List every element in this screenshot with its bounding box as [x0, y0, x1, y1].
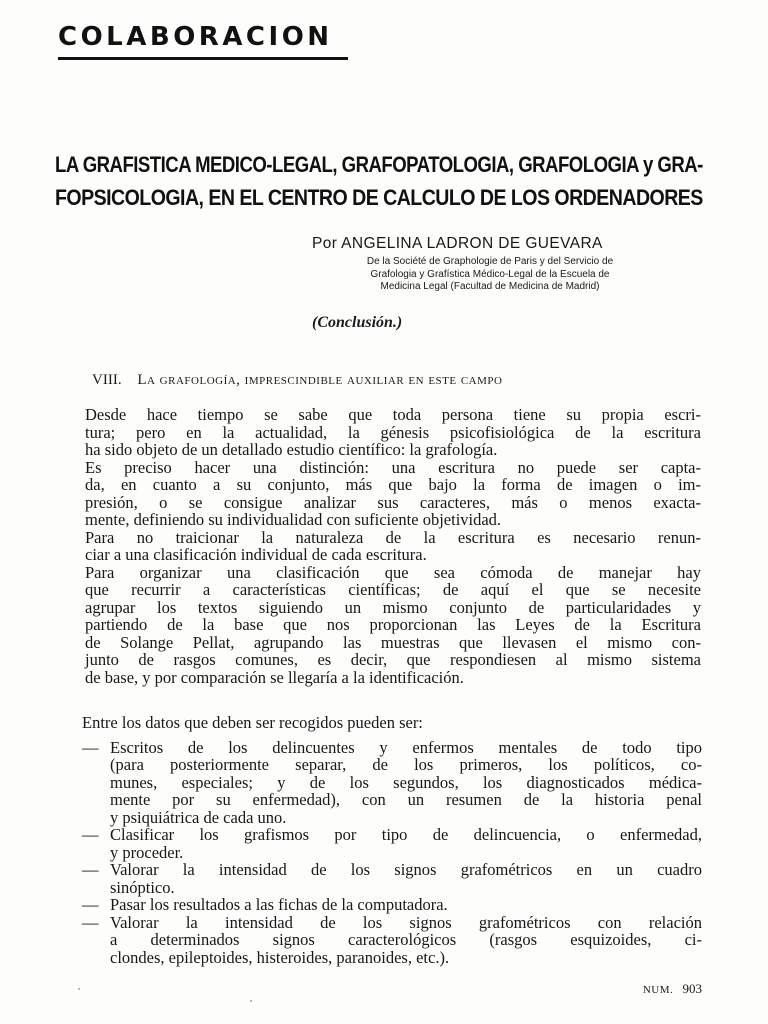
text-line: mente por su enfermedad), con un resumen de la historia penal: [110, 790, 702, 809]
dash-bullet: —: [82, 860, 99, 879]
list-item: [82, 914, 702, 967]
text-line: Escritos de los delincuentes y enfermos mentales de todo tipo: [110, 737, 702, 757]
conclusion-note: (Conclusión.): [312, 314, 403, 331]
section-heading: [92, 372, 502, 389]
text-line: Para no traicionar la naturaleza de la escritura es necesario renun-: [85, 527, 701, 547]
text-line: Clasificar los grafismos por tipo de delincuencia, o enfermedad,: [110, 825, 702, 844]
text-line: de Solange Pellat, agrupando las muestras que llevasen el mismo con-: [85, 632, 701, 652]
affiliation-line: Medicina Legal (Facultad de Medicina de Madrid): [380, 281, 600, 292]
page-footer: [643, 981, 702, 997]
text-line: Valorar la intensidad de los signos grafométricos en un cuadro: [110, 860, 702, 879]
list-intro: Entre los datos que deben ser recogidos pueden ser:: [82, 713, 423, 732]
list-item: [82, 896, 702, 914]
list-item: [82, 861, 702, 896]
text-line: ha sido objeto de un detallado estudio científico: la grafología.: [85, 440, 498, 459]
dash-bullet: —: [82, 825, 99, 844]
text-line: agrupar los textos siguiendo un mismo conjunto de particularidades y: [85, 597, 701, 617]
dash-bullet: —: [82, 895, 99, 914]
dash-bullet: —: [82, 737, 99, 757]
text-line: mente, definiendo su individualidad con suficiente objetividad.: [85, 510, 502, 529]
text-line: Pasar los resultados a las fichas de la computadora.: [110, 895, 448, 914]
text-line: ciar a una clasificación individual de cada escritura.: [85, 545, 427, 564]
section-title: La grafología, imprescindible auxiliar en este campo: [137, 372, 503, 388]
text-line: y psiquiátrica de cada uno.: [110, 807, 287, 827]
title-line: LA GRAFISTICA MEDICO-LEGAL, GRAFOPATOLOGIA, GRAFOLOGIA y GRA-: [55, 152, 703, 177]
list-item: [82, 739, 702, 827]
text-line: de base, y por comparación se llegaría a la identificación.: [85, 667, 464, 687]
author-byline: Por ANGELINA LADRON DE GUEVARA: [312, 235, 603, 252]
body-text: [73, 406, 701, 686]
text-line: Valorar la intensidad de los signos grafométricos con relación: [110, 912, 702, 932]
scan-speck: [250, 1000, 252, 1002]
text-line: y proceder.: [110, 842, 184, 862]
text-line: clondes, epileptoides, histeroides, paranoides, etc.).: [110, 947, 450, 967]
text-line: Desde hace tiempo se sabe que toda persona tiene su propia escri-: [85, 405, 701, 424]
text-line: Para organizar una clasificación que sea cómoda de manejar hay: [85, 562, 701, 582]
text-line: junto de rasgos comunes, es decir, que respondiesen al mismo sistema: [85, 650, 701, 669]
text-line: sinóptico.: [110, 877, 175, 897]
text-line: (para posteriormente separar, de los primeros, los políticos, co-: [110, 755, 702, 774]
page-number: 903: [682, 981, 702, 996]
header-rule: [58, 57, 348, 60]
text-line: que recurrir a características científicas; de aquí el que se necesite: [85, 580, 701, 599]
text-line: Es preciso hacer una distinción: una escritura no puede ser capta-: [85, 457, 701, 477]
text-line: a determinados signos caracterológicos (rasgos esquizoides, ci-: [110, 930, 702, 949]
text-line: munes, especiales; y de los segundos, los diagnosticados médica-: [110, 772, 702, 792]
footer-label: NUM.: [642, 984, 674, 996]
paragraph: [73, 564, 701, 687]
text-line: tura; pero en la actualidad, la génesis psicofisiológica de la escritura: [85, 422, 701, 442]
article-title: [55, 148, 705, 214]
scan-speck: [78, 988, 80, 990]
text-line: da, en cuanto a su conjunto, más que bajo la forma de imagen o im-: [85, 475, 701, 494]
text-line: presión, o se consigue analizar sus caracteres, más o menos exacta-: [85, 492, 701, 512]
paragraph: [73, 529, 701, 564]
paragraph: [73, 406, 701, 459]
dash-bullet: —: [82, 912, 99, 932]
affiliation-line: De la Société de Graphologie de Paris y del Servicio de: [366, 256, 614, 267]
affiliation-line: Grafologia y Grafística Médico-Legal de la Escuela de: [370, 268, 610, 280]
data-list: [82, 714, 702, 966]
author-affiliation: [312, 256, 668, 294]
paragraph: [73, 459, 701, 529]
title-line: FOPSICOLOGIA, EN EL CENTRO DE CALCULO DE LOS ORDENADORES: [55, 185, 703, 210]
text-line: partiendo de la base que nos proporcionan las Leyes de la Escritura: [85, 615, 701, 634]
section-number: VIII.: [92, 372, 122, 388]
list-item: [82, 826, 702, 861]
section-header: COLABORACION: [58, 22, 333, 52]
